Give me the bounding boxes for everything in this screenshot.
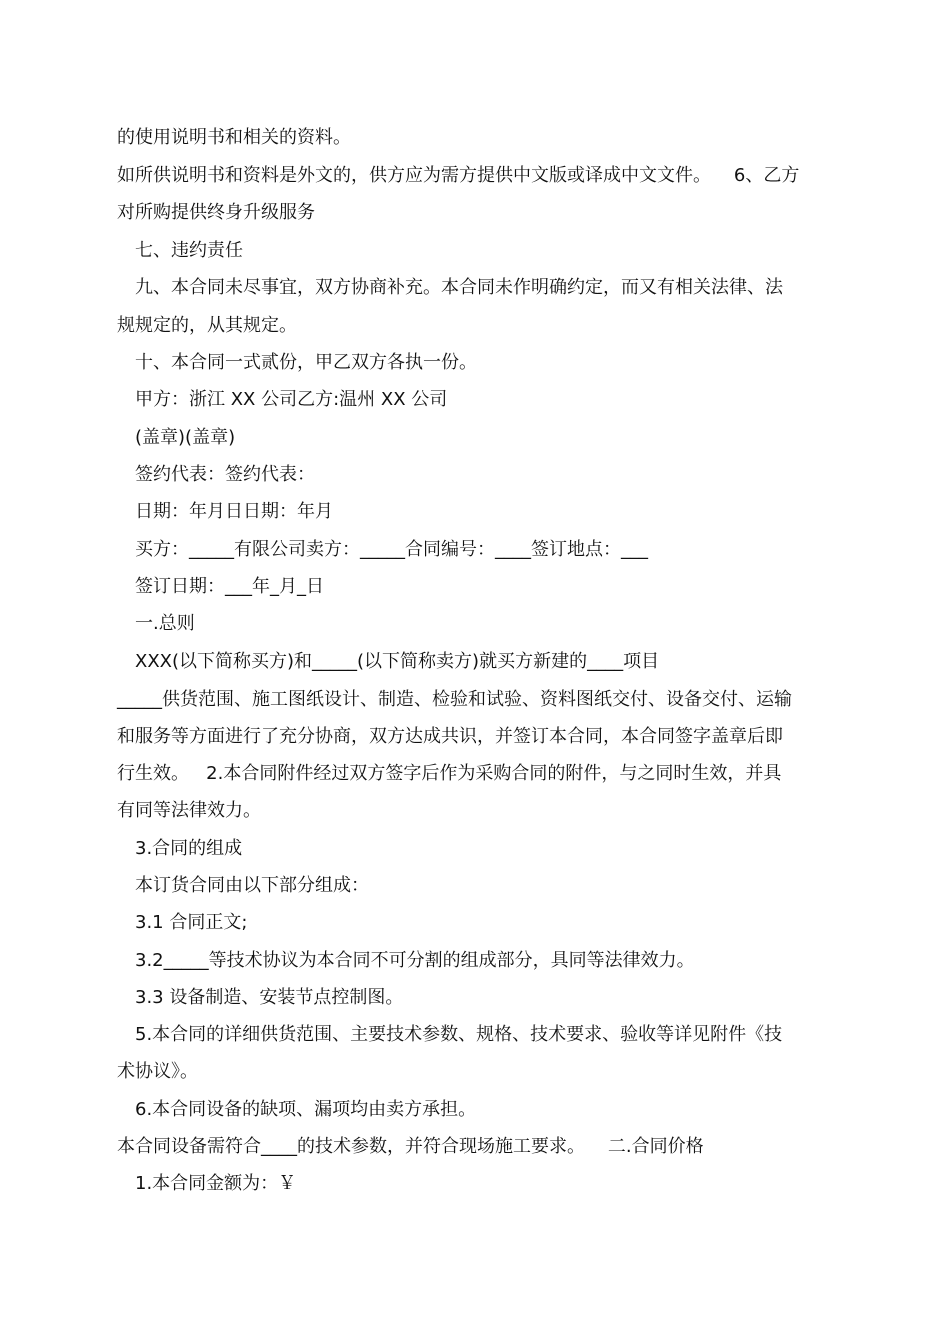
text-line: 如所供说明书和资料是外文的，供方应为需方提供中文版或译成中文文件。 6、乙方 [117,165,800,186]
text-line: 1.本合同金额为：￥ [135,1173,297,1194]
section-heading: 七、违约责任 [135,240,243,261]
text-line: 3.3 设备制造、安装节点控制图。 [135,987,404,1008]
text-line: _____供货范围、施工图纸设计、制造、检验和试验、资料图纸交付、设备交付、运输 [117,689,792,710]
text-line: 签订日期：___年_月_日 [135,576,324,597]
section-heading: 3.合同的组成 [135,838,243,859]
text-line: (盖章)(盖章) [135,427,236,448]
text-line: 6.本合同设备的缺项、漏项均由卖方承担。 [135,1099,477,1120]
text-line: 本订货合同由以下部分组成： [135,875,369,896]
text-line: 买方：_____有限公司卖方：_____合同编号：____签订地点：___ [135,539,648,560]
text-line: 3.1 合同正文; [135,912,248,933]
text-line: 术协议》。 [117,1061,198,1082]
text-line: 甲方：浙江 XX 公司乙方:温州 XX 公司 [135,389,448,410]
text-line: XXX(以下简称买方)和_____(以下简称卖方)就买方新建的____项目 [135,651,660,672]
text-line: 行生效。 2.本合同附件经过双方签字后作为采购合同的附件，与之同时生效，并具 [117,763,782,784]
text-line: 和服务等方面进行了充分协商，双方达成共识，并签订本合同，本合同签字盖章后即 [117,726,783,747]
text-line: 日期：年月日日期：年月 [135,501,333,522]
text-line: 签约代表：签约代表： [135,464,315,485]
text-line: 3.2_____等技术协议为本合同不可分割的组成部分，具同等法律效力。 [135,950,695,971]
text-line: 有同等法律效力。 [117,800,261,821]
text-line: 5.本合同的详细供货范围、主要技术参数、规格、技术要求、验收等详见附件《技 [135,1024,783,1045]
text-line: 的使用说明书和相关的资料。 [117,127,351,148]
text-line: 本合同设备需符合____的技术参数，并符合现场施工要求。 二.合同价格 [117,1136,704,1157]
text-line: 规规定的，从其规定。 [117,315,297,336]
text-line: 对所购提供终身升级服务 [117,202,315,223]
text-line: 十、本合同一式贰份，甲乙双方各执一份。 [135,352,477,373]
section-heading: 一.总则 [135,613,195,634]
text-line: 九、本合同未尽事宜，双方协商补充。本合同未作明确约定，而又有相关法律、法 [135,277,783,298]
